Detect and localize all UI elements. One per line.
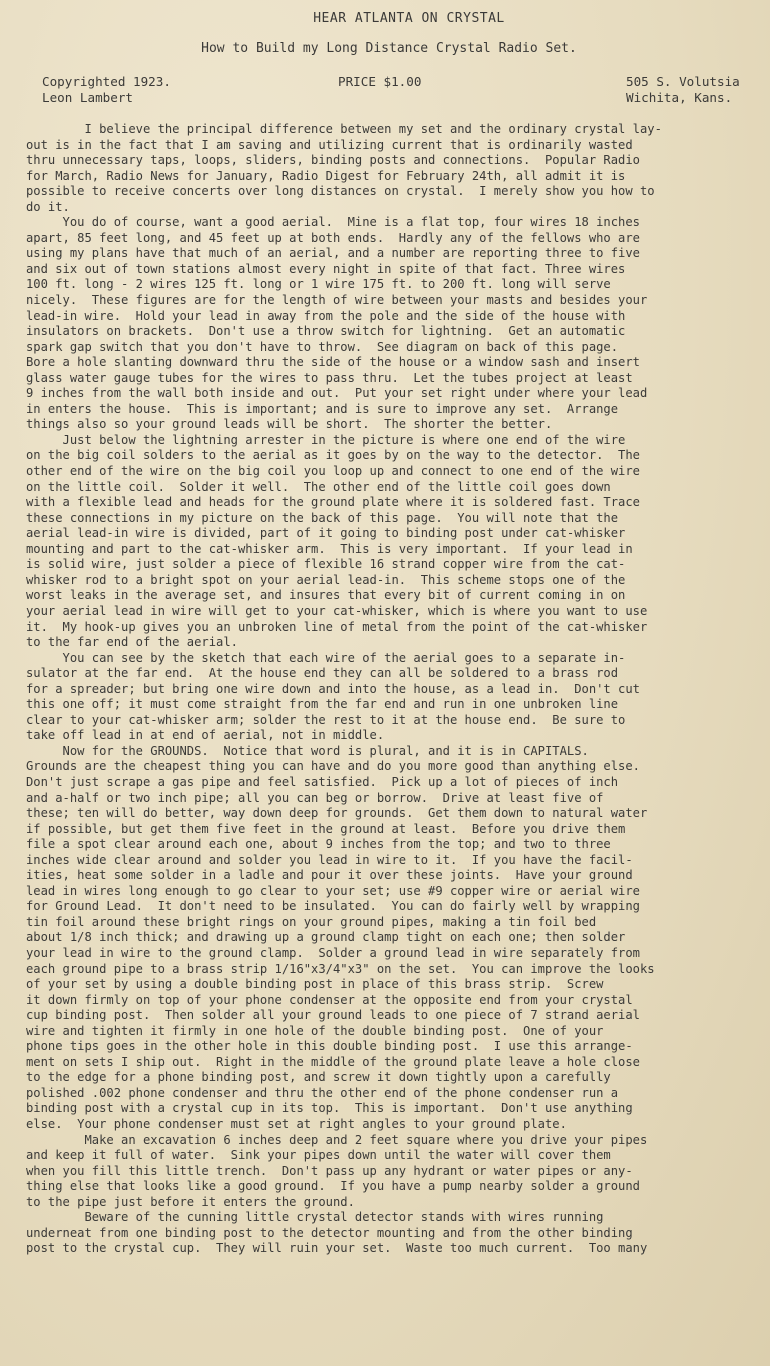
info-block [26, 74, 752, 108]
text-line: out is in the fact that I am saving and utilizing current that is ordinarily wasted [26, 137, 633, 152]
text-line: and keep it full of water. Sink your pipes down until the water will cover them [26, 1148, 611, 1163]
text-line: spark gap switch that you don't have to throw. See diagram on back of this page. [26, 339, 619, 354]
address-block [626, 74, 740, 106]
text-line: lead in wires long enough to go clear to your set; use #9 copper wire or aerial wire [26, 883, 640, 898]
text-line: Beware of the cunning little crystal detector stands with wires running [26, 1210, 604, 1225]
text-line: cup binding post. Then solder all your ground leads to one piece of 7 strand aerial [26, 1008, 640, 1023]
text-line: of your set by using a double binding post in place of this brass strip. Screw [26, 977, 604, 992]
text-line: post to the crystal cup. They will ruin your set. Waste too much current. Too many [26, 1241, 648, 1256]
paragraph [26, 122, 752, 215]
paragraph [26, 744, 752, 1133]
text-line: Bore a hole slanting downward thru the side of the house or a window sash and insert [26, 355, 640, 370]
text-line: for a spreader; but bring one wire down and into the house, as a lead in. Don't cut [26, 681, 640, 696]
text-line: is solid wire, just solder a piece of flexible 16 strand copper wire from the cat- [26, 557, 626, 572]
text-line: other end of the wire on the big coil you loop up and connect to one end of the wire [26, 464, 640, 479]
address-city: Wichita, Kans. [626, 90, 733, 105]
text-line: if possible, but get them five feet in the ground at least. Before you drive them [26, 821, 626, 836]
text-line: ment on sets I ship out. Right in the middle of the ground plate leave a hole close [26, 1054, 640, 1069]
text-line: aerial lead-in wire is divided, part of it going to binding post under cat-whisker [26, 526, 626, 541]
text-line: this one off; it must come straight from the far end and run in one unbroken line [26, 697, 619, 712]
text-line: and a-half or two inch pipe; all you can beg or borrow. Drive at least five of [26, 790, 604, 805]
text-line: on the little coil. Solder it well. The other end of the little coil goes down [26, 479, 611, 494]
text-line: when you fill this little trench. Don't pass up any hydrant or water pipes or any- [26, 1163, 633, 1178]
text-line: polished .002 phone condenser and thru the other end of the phone condenser run a [26, 1085, 619, 1100]
text-line: wire and tighten it firmly in one hole of the double binding post. One of your [26, 1023, 604, 1038]
text-line: to the edge for a phone binding post, and screw it down tightly upon a carefully [26, 1070, 611, 1085]
text-line: 9 inches from the wall both inside and out. Put your set right under where your lead [26, 386, 648, 401]
text-line: in enters the house. This is important; and is sure to improve any set. Arrange [26, 401, 619, 416]
text-line: nicely. These figures are for the length of wire between your masts and besides your [26, 293, 648, 308]
text-line: inches wide clear around and solder you lead in wire to it. If you have the facil- [26, 852, 633, 867]
text-line: whisker rod to a bright spot on your aerial lead-in. This scheme stops one of the [26, 572, 626, 587]
text-line: Now for the GROUNDS. Notice that word is plural, and it is in CAPITALS. [26, 743, 589, 758]
text-line: tin foil around these bright rings on your ground pipes, making a tin foil bed [26, 914, 597, 929]
text-line: things also so your ground leads will be short. The shorter the better. [26, 417, 553, 432]
text-line: it. My hook-up gives you an unbroken line of metal from the point of the cat-whisker [26, 619, 648, 634]
paragraph [26, 1133, 752, 1211]
paragraph [26, 1210, 752, 1257]
text-line: and six out of town stations almost every night in spite of that fact. Three wires [26, 261, 626, 276]
text-line: these; ten will do better, way down deep for grounds. Get them down to natural water [26, 806, 648, 821]
text-line: for Ground Lead. It don't need to be insulated. You can do fairly well by wrapping [26, 899, 640, 914]
text-line: about 1/8 inch thick; and drawing up a ground clamp tight on each one; then solder [26, 930, 626, 945]
text-line: to the far end of the aerial. [26, 635, 238, 650]
text-line: for March, Radio News for January, Radio Digest for February 24th, all admit it is [26, 168, 626, 183]
text-line: mounting and part to the cat-whisker arm. This is very important. If your lead in [26, 541, 633, 556]
text-line: Just below the lightning arrester in the picture is where one end of the wire [26, 432, 626, 447]
copyright-line: Copyrighted 1923. [42, 74, 171, 89]
price-label: PRICE $1.00 [338, 74, 422, 89]
text-line: You can see by the sketch that each wire of the aerial goes to a separate in- [26, 650, 626, 665]
paragraph [26, 433, 752, 651]
text-line: You do of course, want a good aerial. Mine is a flat top, four wires 18 inches [26, 215, 640, 230]
text-line: possible to receive concerts over long distances on crystal. I merely show you how to [26, 184, 655, 199]
text-line: clear to your cat-whisker arm; solder the rest to it at the house end. Be sure to [26, 712, 626, 727]
text-line: using my plans have that much of an aerial, and a number are reporting three to five [26, 246, 640, 261]
text-line: ities, heat some solder in a ladle and pour it over these joints. Have your ground [26, 868, 633, 883]
text-line: these connections in my picture on the back of this page. You will note that the [26, 510, 619, 525]
text-line: thru unnecessary taps, loops, sliders, binding posts and connections. Popular Radio [26, 153, 640, 168]
text-line: with a flexible lead and heads for the ground plate where it is soldered fast. Trace [26, 495, 640, 510]
text-line: do it. [26, 199, 70, 214]
text-line: file a spot clear around each one, about 9 inches from the top; and two to three [26, 837, 611, 852]
text-line: each ground pipe to a brass strip 1/16"x3/4"x3" on the set. You can improve the looks [26, 961, 655, 976]
text-line: thing else that looks like a good ground. If you have a pump nearby solder a ground [26, 1179, 640, 1194]
text-line: phone tips goes in the other hole in this double binding post. I use this arrange- [26, 1039, 633, 1054]
text-line: take off lead in at end of aerial, not in middle. [26, 728, 385, 743]
copyright-block [42, 74, 171, 106]
document-title: HEAR ATLANTA ON CRYSTAL [313, 11, 505, 26]
address-street: 505 S. Volutsia [626, 74, 740, 89]
text-line: 100 ft. long - 2 wires 125 ft. long or 1 wire 175 ft. to 200 ft. long will serve [26, 277, 611, 292]
text-line: Don't just scrape a gas pipe and feel satisfied. Pick up a lot of pieces of inch [26, 774, 619, 789]
paragraph [26, 215, 752, 433]
text-line: apart, 85 feet long, and 45 feet up at both ends. Hardly any of the fellows who are [26, 230, 640, 245]
text-line: your lead in wire to the ground clamp. Solder a ground lead in wire separately from [26, 945, 640, 960]
text-line: underneat from one binding post to the detector mounting and from the other binding [26, 1225, 633, 1240]
body-text [26, 122, 752, 1257]
text-line: worst leaks in the average set, and insures that every bit of current coming in on [26, 588, 626, 603]
text-line: it down firmly on top of your phone condenser at the opposite end from your crystal [26, 992, 633, 1007]
paragraph [26, 651, 752, 744]
text-line: glass water gauge tubes for the wires to pass thru. Let the tubes project at least [26, 370, 633, 385]
text-line: sulator at the far end. At the house end they can all be soldered to a brass rod [26, 666, 619, 681]
text-line: insulators on brackets. Don't use a throw switch for lightning. Get an automatic [26, 324, 626, 339]
text-line: I believe the principal difference between my set and the ordinary crystal lay- [26, 122, 662, 136]
text-line: binding post with a crystal cup in its top. This is important. Don't use anything [26, 1101, 633, 1116]
text-line: lead-in wire. Hold your lead in away from the pole and the side of the house with [26, 308, 626, 323]
text-line: Make an excavation 6 inches deep and 2 feet square where you drive your pipes [26, 1132, 648, 1147]
text-line: your aerial lead in wire will get to your cat-whisker, which is where you want to use [26, 603, 648, 618]
document-subtitle: How to Build my Long Distance Crystal Radio Set. [201, 41, 577, 56]
author-name: Leon Lambert [42, 90, 133, 105]
text-line: to the pipe just before it enters the ground. [26, 1194, 355, 1209]
text-line: Grounds are the cheapest thing you can have and do you more good than anything else. [26, 759, 640, 774]
text-line: on the big coil solders to the aerial as it goes by on the way to the detector. The [26, 448, 640, 463]
text-line: else. Your phone condenser must set at right angles to your ground plate. [26, 1117, 567, 1131]
